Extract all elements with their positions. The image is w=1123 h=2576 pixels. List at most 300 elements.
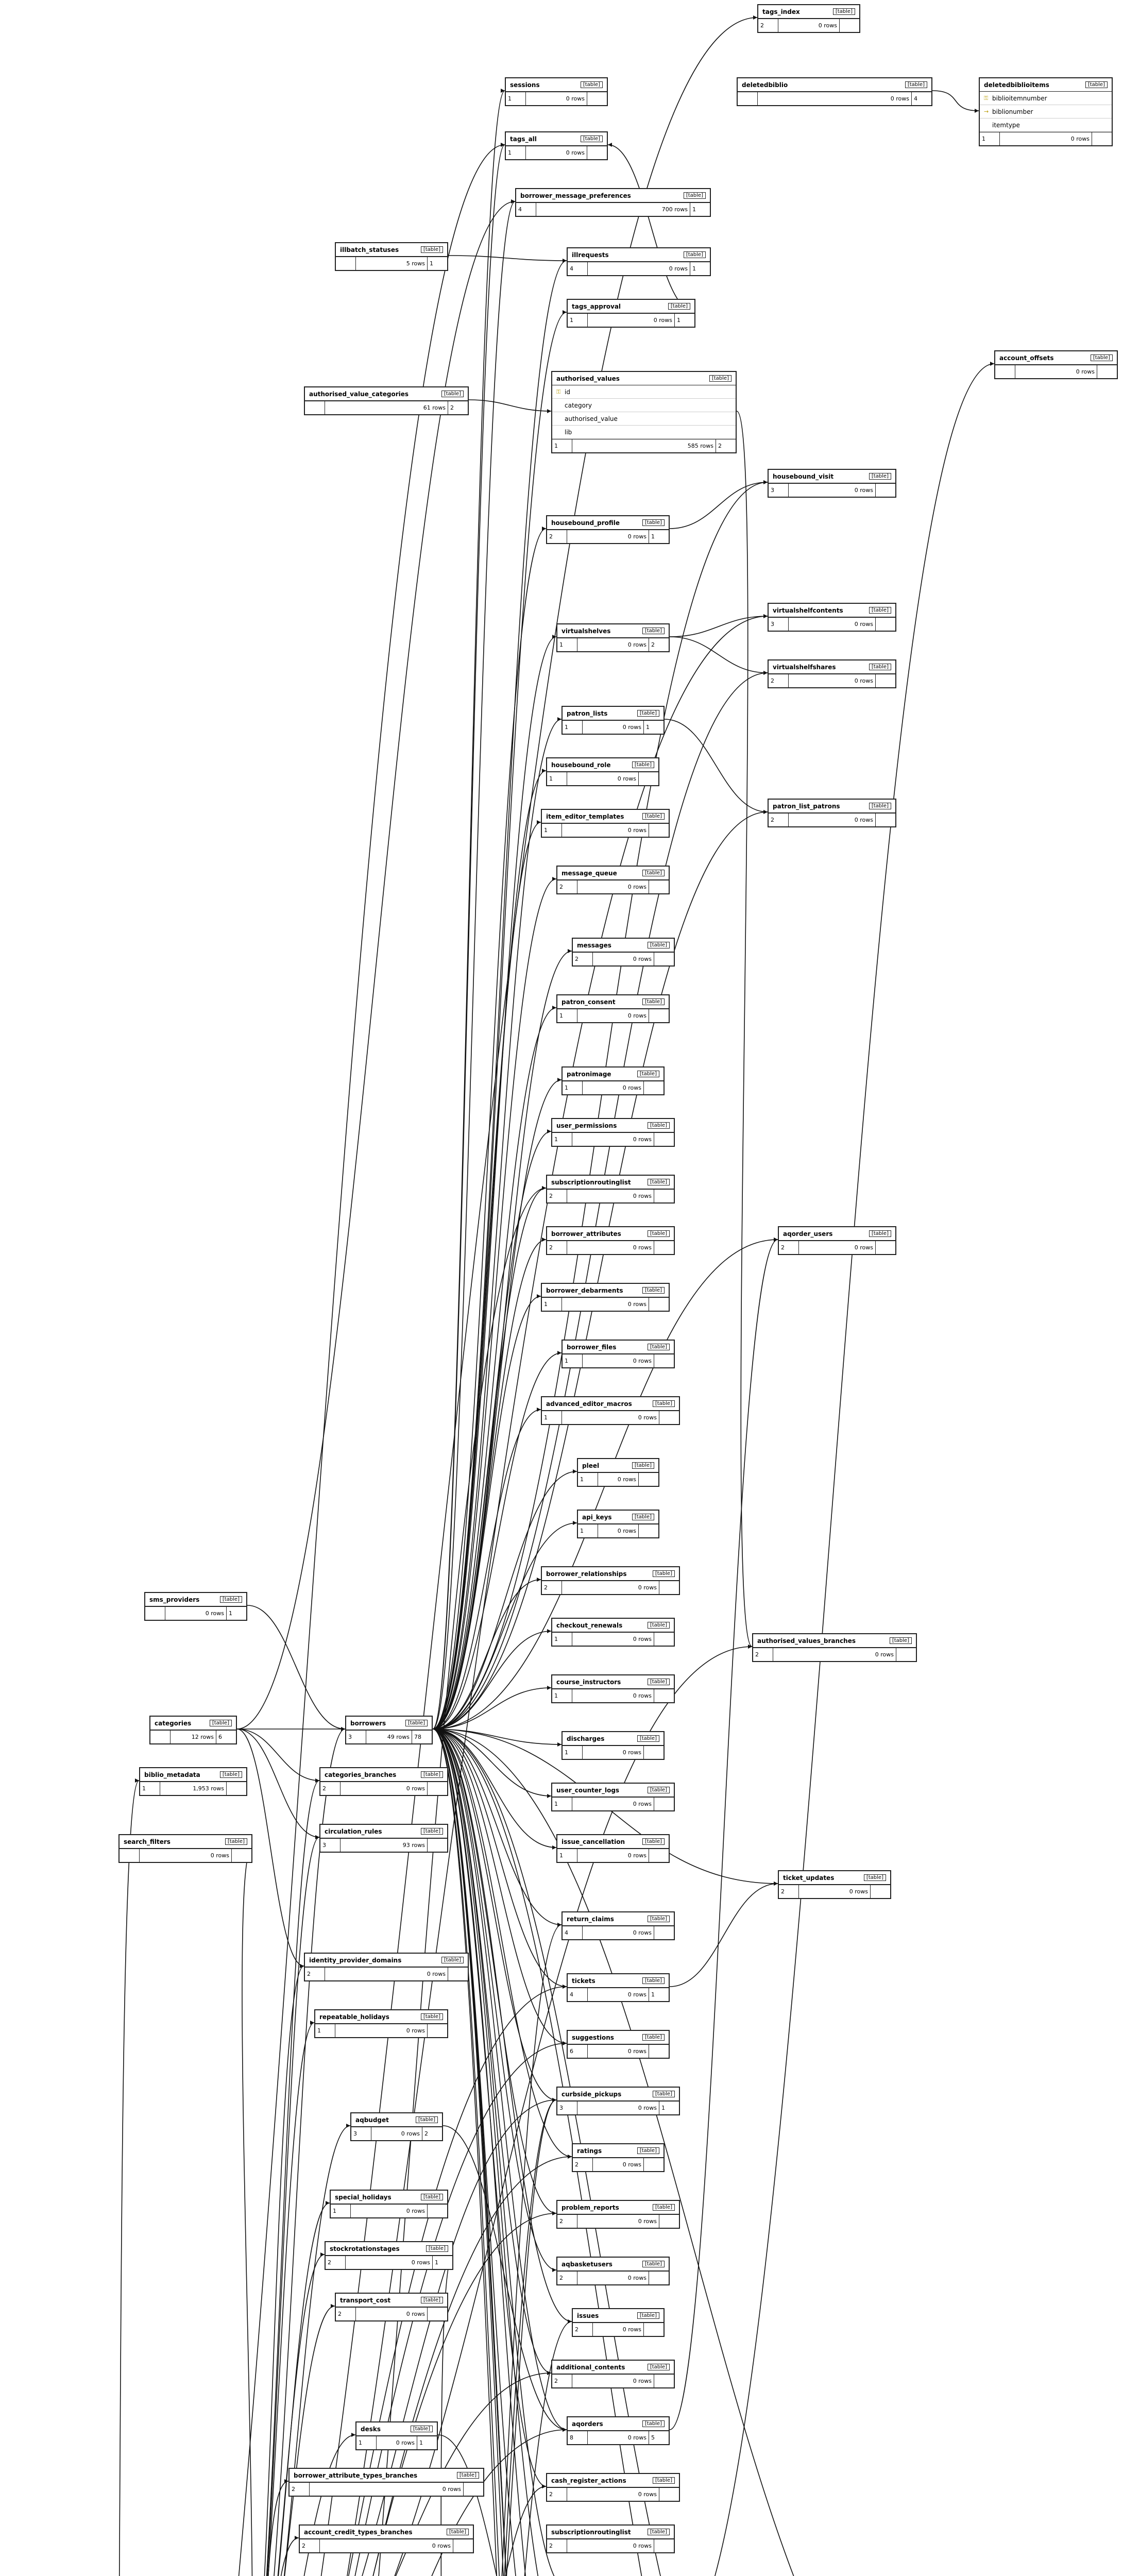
parent-count[interactable]: 2 xyxy=(557,2215,577,2228)
parent-count[interactable] xyxy=(305,401,325,414)
table-box-desks[interactable] xyxy=(355,2421,438,2450)
parent-count[interactable]: 2 xyxy=(547,1241,567,1254)
table-name[interactable]: checkout_renewals xyxy=(556,1621,623,1629)
table-footer xyxy=(547,2539,674,2552)
child-count[interactable] xyxy=(654,953,674,965)
child-count[interactable] xyxy=(1092,132,1112,145)
parent-count[interactable] xyxy=(738,92,758,105)
parent-count[interactable]: 3 xyxy=(320,1839,341,1852)
parent-count[interactable]: 3 xyxy=(769,484,789,497)
child-count[interactable] xyxy=(649,1849,669,1862)
parent-count[interactable]: 1 xyxy=(506,146,526,159)
table-box-deletedbiblioitems[interactable] xyxy=(979,77,1113,146)
child-count[interactable]: 2 xyxy=(718,443,722,449)
table-name[interactable]: subscriptionroutinglist xyxy=(551,1178,631,1186)
table-name[interactable]: issues xyxy=(577,2312,599,2319)
table-box-categories-branches[interactable] xyxy=(319,1767,448,1796)
table-name[interactable]: problem_reports xyxy=(562,2204,619,2211)
child-count[interactable]: 1 xyxy=(229,1610,232,1617)
child-count[interactable] xyxy=(654,1190,674,1202)
table-name[interactable]: curbside_pickups xyxy=(562,2090,622,2098)
table-name[interactable]: authorised_value_categories xyxy=(309,390,409,398)
table-name[interactable]: deletedbiblio xyxy=(742,81,788,89)
table-box-borrower-relationships[interactable] xyxy=(541,1566,680,1595)
table-name[interactable]: desks xyxy=(361,2425,381,2433)
table-name[interactable]: tags_approval xyxy=(572,302,621,310)
parent-count[interactable]: 2 xyxy=(769,674,789,687)
parent-count[interactable]: 2 xyxy=(557,880,577,893)
child-count[interactable]: 1 xyxy=(646,724,650,731)
parent-count[interactable]: 1 xyxy=(563,1746,583,1759)
table-name[interactable]: aqorder_users xyxy=(783,1230,833,1238)
table-box-api-keys[interactable] xyxy=(577,1510,659,1538)
parent-count[interactable]: 2 xyxy=(552,2375,572,2387)
table-name[interactable]: cash_register_actions xyxy=(551,2477,626,2484)
edge-arrowhead xyxy=(573,1521,577,1525)
table-name[interactable]: biblio_metadata xyxy=(144,1771,200,1778)
table-name[interactable]: ratings xyxy=(577,2147,602,2155)
child-count[interactable] xyxy=(876,674,895,687)
parent-count[interactable]: 2 xyxy=(779,1241,799,1254)
table-box-patron-list-patrons[interactable] xyxy=(768,799,896,827)
table-box-aqbudget[interactable] xyxy=(350,2112,443,2141)
table-name[interactable]: sms_providers xyxy=(149,1596,200,1603)
child-count[interactable] xyxy=(428,2205,447,2217)
child-count[interactable] xyxy=(659,2488,679,2501)
parent-count[interactable]: 2 xyxy=(326,2256,346,2269)
child-count[interactable] xyxy=(876,814,895,826)
parent-count[interactable]: 2 xyxy=(320,1782,341,1795)
child-count[interactable] xyxy=(659,1581,679,1594)
table-box-tags-index[interactable] xyxy=(757,4,860,33)
parent-count[interactable]: 3 xyxy=(346,1731,366,1743)
table-box-borrower-files[interactable] xyxy=(562,1340,675,1368)
table-footer xyxy=(145,1606,246,1620)
table-box-issue-cancellation[interactable] xyxy=(556,1834,670,1863)
table-box-search-filters[interactable] xyxy=(118,1834,252,1863)
table-box-subscriptionroutinglist[interactable] xyxy=(546,1175,675,1204)
parent-count[interactable]: 4 xyxy=(516,203,536,216)
edge-arrowhead xyxy=(135,1778,139,1783)
table-box-housebound-profile[interactable] xyxy=(546,515,670,544)
child-count[interactable] xyxy=(654,1633,674,1646)
child-count[interactable] xyxy=(232,1849,251,1862)
child-count[interactable] xyxy=(639,1524,658,1537)
child-count[interactable]: 1 xyxy=(677,317,680,324)
table-box-virtualshelves[interactable] xyxy=(556,623,670,652)
table-box-sessions[interactable] xyxy=(505,77,608,106)
parent-count[interactable]: 1 xyxy=(552,1798,572,1810)
child-count[interactable] xyxy=(659,1411,679,1424)
child-count[interactable] xyxy=(453,2539,473,2552)
child-count[interactable] xyxy=(227,1782,246,1795)
child-count[interactable] xyxy=(649,880,669,893)
table-name[interactable]: discharges xyxy=(567,1735,605,1742)
child-count[interactable] xyxy=(639,772,658,785)
table-name[interactable]: borrowers xyxy=(350,1719,386,1727)
table-box-aqbasketusers[interactable] xyxy=(556,2257,670,2285)
table-name[interactable]: housebound_profile xyxy=(551,519,620,527)
table-name[interactable]: categories_branches xyxy=(325,1771,397,1778)
child-count[interactable]: 5 xyxy=(651,2434,655,2441)
table-box-repeatable-holidays[interactable] xyxy=(314,2009,448,2038)
child-count[interactable] xyxy=(654,1354,674,1367)
parent-count[interactable]: 2 xyxy=(336,2308,356,2320)
table-name[interactable]: account_credit_types_branches xyxy=(304,2528,413,2536)
parent-count[interactable]: 2 xyxy=(542,1581,562,1594)
column-name: id xyxy=(565,388,570,396)
parent-count[interactable]: 1 xyxy=(578,1524,598,1537)
table-name[interactable]: virtualshelfshares xyxy=(773,663,836,671)
table-name[interactable]: authorised_values_branches xyxy=(757,1637,856,1645)
parent-count[interactable]: 1 xyxy=(331,2205,351,2217)
table-name[interactable]: authorised_values xyxy=(556,375,620,382)
table-name[interactable]: subscriptionroutinglist xyxy=(551,2528,631,2536)
child-count[interactable]: 1 xyxy=(661,2105,665,2111)
child-count[interactable] xyxy=(644,1081,663,1094)
child-count[interactable] xyxy=(649,824,669,837)
parent-count[interactable]: 2 xyxy=(758,19,778,32)
table-type-badge: [table] xyxy=(632,761,654,768)
child-count[interactable] xyxy=(654,1798,674,1810)
child-count[interactable] xyxy=(649,2272,669,2284)
parent-count[interactable]: 2 xyxy=(573,2158,593,2171)
child-count[interactable]: 1 xyxy=(651,1991,655,1998)
parent-count[interactable]: 1 xyxy=(140,1782,160,1795)
child-count[interactable] xyxy=(644,1746,663,1759)
table-box-biblio-metadata[interactable] xyxy=(139,1767,247,1796)
table-box-item-editor-templates[interactable] xyxy=(541,809,670,838)
child-count[interactable]: 1 xyxy=(435,2259,438,2266)
table-header xyxy=(351,2113,442,2127)
parent-count[interactable]: 1 xyxy=(578,1473,598,1486)
child-count[interactable] xyxy=(876,484,895,497)
table-name[interactable]: pleel xyxy=(582,1462,600,1469)
parent-count[interactable]: 6 xyxy=(568,2045,588,2058)
child-count[interactable] xyxy=(659,2215,679,2228)
table-box-borrower-message-preferences[interactable] xyxy=(515,188,711,217)
parent-count[interactable]: 2 xyxy=(769,814,789,826)
parent-count[interactable]: 2 xyxy=(573,953,593,965)
parent-count[interactable]: 3 xyxy=(769,618,789,631)
table-box-housebound-role[interactable] xyxy=(546,757,659,786)
parent-count[interactable]: 1 xyxy=(563,1081,583,1094)
child-count[interactable] xyxy=(639,1473,658,1486)
table-name[interactable]: user_counter_logs xyxy=(556,1786,620,1794)
table-box-deletedbiblio[interactable] xyxy=(737,77,932,106)
parent-count[interactable]: 1 xyxy=(315,2024,335,2037)
parent-count[interactable]: 1 xyxy=(980,132,1000,145)
table-box-circulation-rules[interactable] xyxy=(319,1824,448,1853)
parent-count[interactable]: 1 xyxy=(552,1633,572,1646)
table-box-stockrotationstages[interactable] xyxy=(325,2241,453,2270)
table-name[interactable]: special_holidays xyxy=(335,2193,392,2201)
child-count[interactable]: 2 xyxy=(424,2130,428,2137)
table-box-borrower-debarments[interactable] xyxy=(541,1283,670,1312)
table-box-account-offsets[interactable] xyxy=(994,350,1118,379)
parent-count[interactable] xyxy=(120,1849,140,1862)
table-box-authorised-values-branches[interactable] xyxy=(752,1633,917,1662)
table-box-ticket-updates[interactable] xyxy=(778,1870,891,1899)
table-name[interactable]: tickets xyxy=(572,1977,595,1985)
table-box-problem-reports[interactable] xyxy=(556,2200,680,2229)
parent-count[interactable]: 2 xyxy=(547,530,567,543)
child-count[interactable]: 78 xyxy=(414,1734,421,1740)
table-name[interactable]: user_permissions xyxy=(556,1122,617,1129)
parent-count[interactable] xyxy=(145,1607,165,1620)
child-count[interactable]: 1 xyxy=(419,2439,423,2446)
table-name[interactable]: housebound_role xyxy=(551,761,611,769)
table-name[interactable]: virtualshelves xyxy=(562,627,611,635)
parent-count[interactable]: 8 xyxy=(568,2431,588,2444)
child-count[interactable] xyxy=(654,1133,674,1146)
table-box-special-holidays[interactable] xyxy=(330,2190,448,2218)
primary-key-icon: ⚿ xyxy=(984,94,989,101)
child-count[interactable] xyxy=(428,1782,447,1795)
child-count[interactable] xyxy=(587,146,607,159)
child-count[interactable]: 2 xyxy=(651,641,655,648)
parent-count[interactable] xyxy=(336,257,356,270)
child-count[interactable] xyxy=(587,92,607,105)
parent-count[interactable]: 2 xyxy=(300,2539,320,2552)
table-box-aqorders[interactable] xyxy=(567,2416,670,2445)
table-name[interactable]: illbatch_statuses xyxy=(340,246,399,253)
table-box-patronimage[interactable] xyxy=(562,1066,665,1095)
table-name[interactable]: message_queue xyxy=(562,869,617,877)
table-box-return-claims[interactable] xyxy=(562,1911,675,1940)
table-type-badge: [table] xyxy=(648,1916,670,1922)
parent-count[interactable]: 1 xyxy=(557,1009,577,1022)
child-count[interactable] xyxy=(428,2024,447,2037)
parent-count[interactable]: 2 xyxy=(573,2323,593,2336)
parent-count[interactable]: 1 xyxy=(557,638,577,651)
parent-count[interactable]: 2 xyxy=(290,2483,310,2496)
parent-count[interactable]: 1 xyxy=(552,439,572,452)
table-box-ratings[interactable] xyxy=(572,2143,665,2172)
child-count[interactable]: 1 xyxy=(692,265,696,272)
parent-count[interactable]: 4 xyxy=(563,1926,583,1939)
parent-count[interactable]: 2 xyxy=(305,1968,325,1980)
parent-count[interactable]: 2 xyxy=(557,2272,577,2284)
table-name[interactable]: housebound_visit xyxy=(773,472,834,480)
table-name[interactable]: aqorders xyxy=(572,2420,603,2428)
row-count: 0 rows xyxy=(583,1354,654,1367)
table-name[interactable]: api_keys xyxy=(582,1513,612,1521)
table-name[interactable]: course_instructors xyxy=(556,1678,621,1686)
table-box-advanced-editor-macros[interactable] xyxy=(541,1396,680,1425)
child-count[interactable] xyxy=(428,1839,447,1852)
table-name[interactable]: patron_lists xyxy=(567,709,608,717)
parent-count[interactable]: 2 xyxy=(753,1648,773,1661)
parent-count[interactable]: 1 xyxy=(542,824,562,837)
table-name[interactable]: aqbasketusers xyxy=(562,2260,612,2268)
table-box-messages[interactable] xyxy=(572,938,675,967)
table-name[interactable]: suggestions xyxy=(572,2033,614,2041)
parent-count[interactable]: 1 xyxy=(563,721,583,734)
table-box-identity-provider-domains[interactable] xyxy=(304,1953,469,1981)
child-count[interactable] xyxy=(649,2045,669,2058)
table-name[interactable]: categories xyxy=(155,1719,192,1727)
table-box-authorised-value-categories[interactable] xyxy=(304,386,469,415)
parent-count[interactable]: 1 xyxy=(563,1354,583,1367)
table-name[interactable]: aqbudget xyxy=(355,2116,389,2124)
child-count[interactable] xyxy=(654,1926,674,1939)
child-count[interactable]: 1 xyxy=(692,206,696,213)
parent-count[interactable]: 4 xyxy=(568,1988,588,2001)
parent-count[interactable]: 1 xyxy=(506,92,526,105)
table-box-subscriptionroutinglist2[interactable] xyxy=(546,2524,675,2553)
parent-count[interactable]: 2 xyxy=(547,2539,567,2552)
table-box-account-credit-types-branches[interactable] xyxy=(299,2524,474,2553)
parent-count[interactable]: 1 xyxy=(552,1689,572,1702)
child-count[interactable] xyxy=(464,2483,483,2496)
child-count[interactable] xyxy=(649,1009,669,1022)
child-count[interactable] xyxy=(654,1689,674,1702)
table-box-pleel[interactable] xyxy=(577,1458,659,1487)
table-footer xyxy=(552,1797,674,1810)
table-box-user-counter-logs[interactable] xyxy=(551,1783,675,1811)
table-box-aqorder-users[interactable] xyxy=(778,1226,896,1255)
table-box-sms-providers[interactable] xyxy=(144,1592,247,1621)
child-count[interactable] xyxy=(644,2158,663,2171)
table-box-patron-consent[interactable] xyxy=(556,994,670,1023)
table-name[interactable]: circulation_rules xyxy=(325,1827,382,1835)
table-name[interactable]: advanced_editor_macros xyxy=(546,1400,632,1408)
table-box-authorised-values[interactable] xyxy=(551,371,737,453)
table-name[interactable]: borrower_relationships xyxy=(546,1570,627,1578)
table-box-issues[interactable] xyxy=(572,2308,665,2337)
table-name[interactable]: patron_list_patrons xyxy=(773,802,840,810)
row-count: 585 rows xyxy=(572,439,716,452)
table-header xyxy=(557,995,669,1009)
table-box-course-instructors[interactable] xyxy=(551,1674,675,1703)
table-box-categories[interactable] xyxy=(149,1716,237,1744)
row-count: 0 rows xyxy=(526,146,587,159)
table-name[interactable]: repeatable_holidays xyxy=(319,2013,389,2021)
table-name[interactable]: borrower_message_preferences xyxy=(520,192,631,199)
table-name[interactable]: return_claims xyxy=(567,1915,614,1923)
child-count[interactable] xyxy=(896,1648,916,1661)
table-name[interactable]: sessions xyxy=(510,81,540,89)
table-box-borrowers[interactable] xyxy=(345,1716,433,1744)
table-header xyxy=(995,351,1117,365)
table-box-user-permissions[interactable] xyxy=(551,1118,675,1147)
table-box-borrower-attribute-types-branches[interactable] xyxy=(288,2468,484,2497)
table-name[interactable]: borrower_debarments xyxy=(546,1286,623,1294)
child-count[interactable] xyxy=(876,1241,895,1254)
table-box-virtualshelfcontents[interactable] xyxy=(768,603,896,632)
parent-count[interactable]: 1 xyxy=(552,1133,572,1146)
table-name[interactable]: ticket_updates xyxy=(783,1874,835,1882)
table-name[interactable]: stockrotationstages xyxy=(330,2245,400,2252)
table-name[interactable]: borrower_attributes xyxy=(551,1230,621,1238)
table-name[interactable]: tags_all xyxy=(510,135,537,143)
parent-count[interactable]: 2 xyxy=(547,2488,567,2501)
child-count[interactable]: 1 xyxy=(430,260,433,267)
table-box-borrower-attributes[interactable] xyxy=(546,1226,675,1255)
table-header xyxy=(758,5,859,19)
child-count[interactable] xyxy=(840,19,859,32)
child-count[interactable]: 2 xyxy=(450,404,454,411)
child-count[interactable] xyxy=(871,1885,890,1898)
table-name[interactable]: item_editor_templates xyxy=(546,812,624,820)
parent-count[interactable]: 1 xyxy=(542,1298,562,1311)
table-box-checkout-renewals[interactable] xyxy=(551,1618,675,1647)
parent-count[interactable]: 1 xyxy=(547,772,567,785)
table-name[interactable]: deletedbiblioitems xyxy=(984,81,1049,89)
table-name[interactable]: borrower_attribute_types_branches xyxy=(294,2471,418,2479)
table-box-tags-all[interactable] xyxy=(505,131,608,160)
parent-count[interactable]: 1 xyxy=(557,1849,577,1862)
parent-count[interactable] xyxy=(995,365,1015,378)
table-box-additional-contents[interactable] xyxy=(551,2360,675,2388)
parent-count[interactable]: 1 xyxy=(356,2436,377,2449)
child-count[interactable] xyxy=(876,618,895,631)
parent-count[interactable] xyxy=(150,1731,171,1743)
table-box-discharges[interactable] xyxy=(562,1731,665,1760)
table-box-suggestions[interactable] xyxy=(567,2030,670,2059)
child-count[interactable] xyxy=(654,1241,674,1254)
table-name[interactable]: transport_cost xyxy=(340,2296,391,2304)
table-name[interactable]: additional_contents xyxy=(556,2363,625,2371)
table-name[interactable]: borrower_files xyxy=(567,1343,617,1351)
child-count[interactable] xyxy=(428,2308,447,2320)
parent-count[interactable]: 3 xyxy=(351,2127,371,2140)
table-header xyxy=(326,2242,452,2256)
table-box-tickets[interactable] xyxy=(567,1973,670,2002)
child-count[interactable]: 1 xyxy=(651,533,655,540)
table-name[interactable]: tags_index xyxy=(762,8,800,15)
table-box-illbatch-statuses[interactable] xyxy=(335,242,448,271)
parent-count[interactable]: 1 xyxy=(542,1411,562,1424)
table-name[interactable]: search_filters xyxy=(124,1838,171,1845)
table-box-transport-cost[interactable] xyxy=(335,2293,448,2321)
table-name[interactable]: patronimage xyxy=(567,1070,611,1078)
parent-count[interactable]: 4 xyxy=(568,262,588,275)
table-header xyxy=(738,78,931,92)
child-count[interactable] xyxy=(654,2539,674,2552)
table-box-virtualshelfshares[interactable] xyxy=(768,659,896,688)
child-count[interactable] xyxy=(649,1298,669,1311)
child-count[interactable] xyxy=(448,1968,468,1980)
table-footer xyxy=(738,92,931,105)
table-box-tags-approval[interactable] xyxy=(567,299,695,328)
parent-count[interactable]: 2 xyxy=(547,1190,567,1202)
child-count[interactable]: 6 xyxy=(218,1734,222,1740)
child-count[interactable]: 4 xyxy=(914,95,917,102)
table-name[interactable]: illrequests xyxy=(572,251,609,259)
child-count[interactable] xyxy=(654,2375,674,2387)
table-box-cash-register-actions[interactable] xyxy=(546,2473,680,2502)
table-box-patron-lists[interactable] xyxy=(562,706,665,735)
table-name[interactable]: issue_cancellation xyxy=(562,1838,625,1845)
table-name[interactable]: patron_consent xyxy=(562,998,616,1006)
parent-count[interactable]: 2 xyxy=(779,1885,799,1898)
table-box-curbside-pickups[interactable] xyxy=(556,2087,680,2115)
parent-count[interactable]: 3 xyxy=(557,2102,577,2114)
child-count[interactable] xyxy=(644,2323,663,2336)
table-box-message-queue[interactable] xyxy=(556,866,670,894)
table-name[interactable]: messages xyxy=(577,941,611,949)
table-name[interactable]: identity_provider_domains xyxy=(309,1956,402,1964)
child-count[interactable] xyxy=(1097,365,1117,378)
table-name[interactable]: account_offsets xyxy=(999,354,1054,362)
table-name[interactable]: virtualshelfcontents xyxy=(773,606,843,614)
table-box-illrequests[interactable] xyxy=(567,247,711,276)
table-box-housebound-visit[interactable] xyxy=(768,469,896,498)
table-header xyxy=(568,248,710,262)
parent-count[interactable]: 1 xyxy=(568,314,588,327)
